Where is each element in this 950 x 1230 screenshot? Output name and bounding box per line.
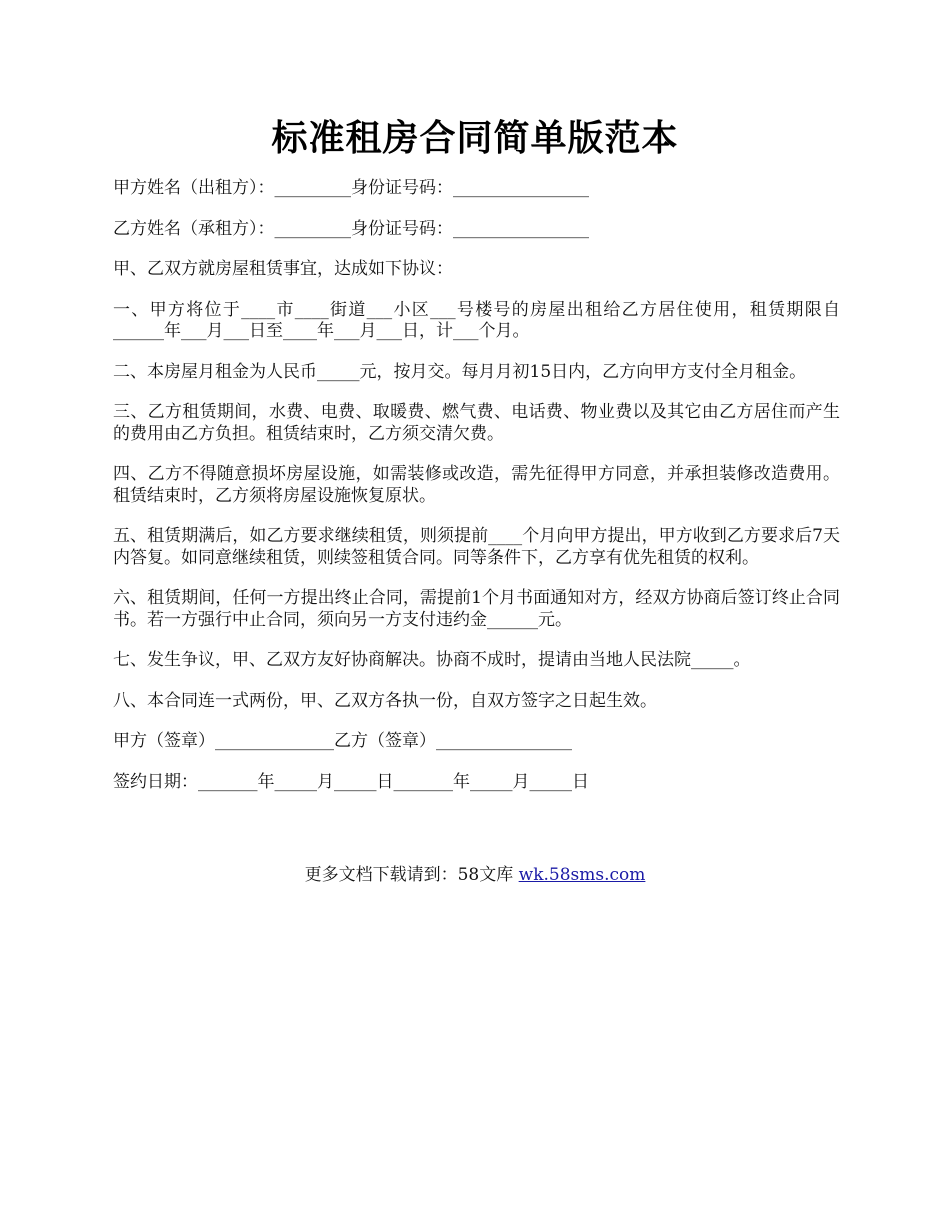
clause-7: 七、发生争议，甲、乙双方友好协商解决。协商不成时，提请由当地人民法院_____。 xyxy=(113,650,751,670)
clause-3: 三、乙方租赁期间，水费、电费、取暖费、燃气费、电话费、物业费以及其它由乙方居住而产生的费用由乙方负担。租赁结束时，乙方须交清欠费。 xyxy=(113,402,840,444)
party-b-line: 乙方姓名（承租方）：_________身份证号码：________________ xyxy=(113,218,589,239)
footer-link[interactable]: wk.58sms.com xyxy=(518,865,646,885)
clause-2: 二、本房屋月租金为人民币_____元，按月交。每月月初15日内，乙方向甲方支付全月租金。 xyxy=(113,361,807,382)
clause-4: 四、乙方不得随意损坏房屋设施，如需装修或改造，需先征得甲方同意，并承担装修改造费用。租赁结束时，乙方须将房屋设施恢复原状。 xyxy=(113,464,840,506)
clause-5: 五、租赁期满后，如乙方要求继续租赁，则须提前____个月向甲方提出，甲方收到乙方要求后7天内答复。如同意继续租赁，则续签租赁合同。同等条件下，乙方享有优先租赁的权利。 xyxy=(113,526,840,568)
document-title: 标准租房合同简单版范本 xyxy=(271,117,679,159)
party-a-line: 甲方姓名（出租方）：_________身份证号码：________________ xyxy=(113,178,589,198)
clause-6: 六、租赁期间，任何一方提出终止合同，需提前1个月书面通知对方，经双方协商后签订终止合同书。若一方强行中止合同，须向另一方支付违约金______元。 xyxy=(113,588,840,630)
document-body xyxy=(113,178,840,812)
agreement-intro: 甲、乙双方就房屋租赁事宜，达成如下协议： xyxy=(113,259,453,279)
signature-line: 甲方（签章）______________乙方（签章）________________ xyxy=(113,731,572,751)
footer-text: 更多文档下载请到：58文库 xyxy=(304,865,519,885)
clause-8: 八、本合同连一式两份，甲、乙双方各执一份，自双方签字之日起生效。 xyxy=(113,690,657,711)
signing-date-line: 签约日期：_______年_____月_____日_______年_____月_____日 xyxy=(113,771,589,792)
download-footer xyxy=(0,864,950,886)
clause-1: 一、甲方将位于____市____街道___小区___号楼号的房屋出租给乙方居住使用，租赁期限自______年___月___日至____年___月___日，计___个月。 xyxy=(113,299,840,341)
